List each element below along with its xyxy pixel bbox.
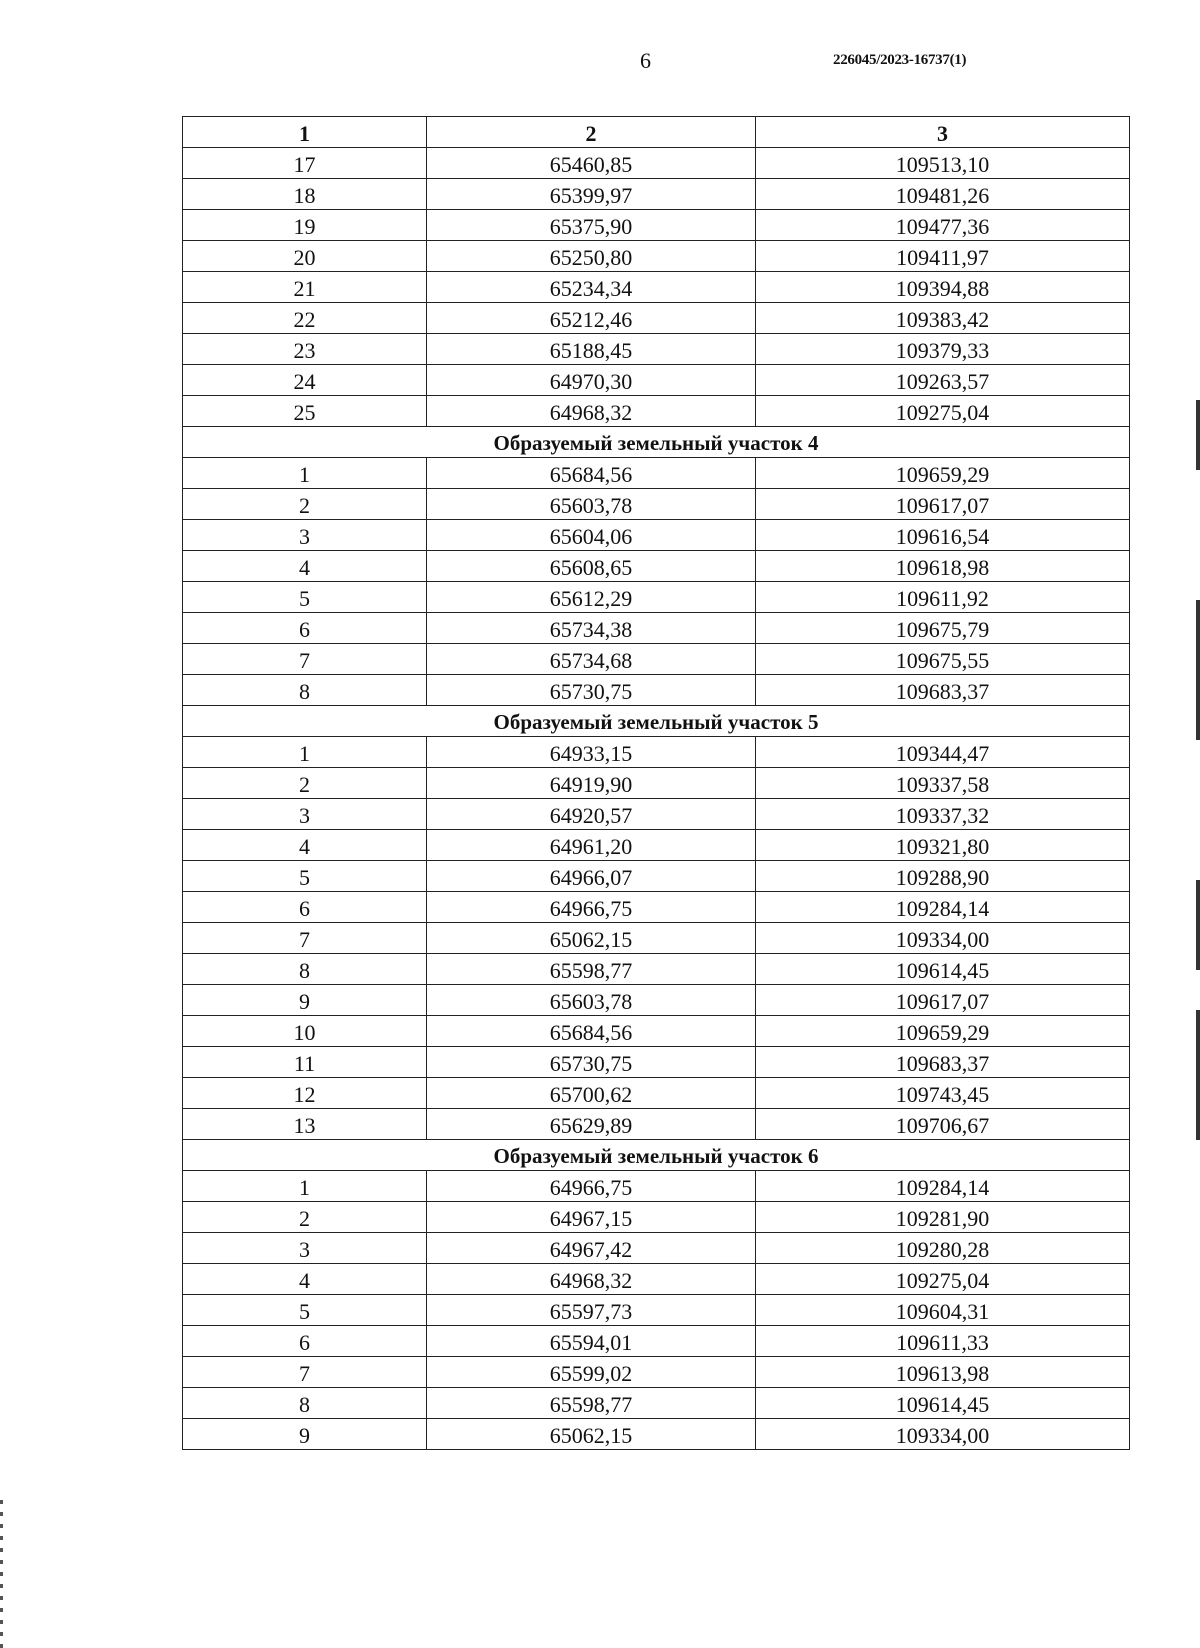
y-coordinate-cell: 109284,14 (756, 892, 1130, 923)
y-coordinate-cell: 109334,00 (756, 1419, 1130, 1450)
table-row (183, 582, 1130, 613)
y-coordinate-cell: 109617,07 (756, 985, 1130, 1016)
table-row (183, 954, 1130, 985)
y-coordinate-cell: 109263,57 (756, 365, 1130, 396)
table-row (183, 303, 1130, 334)
table-row (183, 892, 1130, 923)
table-row (183, 830, 1130, 861)
x-coordinate-cell: 65598,77 (427, 954, 756, 985)
table-header-row (183, 117, 1130, 148)
y-coordinate-cell: 109706,67 (756, 1109, 1130, 1140)
point-number-cell: 13 (183, 1109, 427, 1140)
y-coordinate-cell: 109616,54 (756, 520, 1130, 551)
y-coordinate-cell: 109281,90 (756, 1202, 1130, 1233)
table-row (183, 272, 1130, 303)
point-number-cell: 7 (183, 644, 427, 675)
x-coordinate-cell: 65250,80 (427, 241, 756, 272)
y-coordinate-cell: 109481,26 (756, 179, 1130, 210)
x-coordinate-cell: 65599,02 (427, 1357, 756, 1388)
y-coordinate-cell: 109614,45 (756, 1388, 1130, 1419)
column-header-1: 1 (183, 117, 427, 148)
table-row (183, 1078, 1130, 1109)
point-number-cell: 3 (183, 520, 427, 551)
scan-edge-marks (1194, 0, 1200, 1648)
section-title: Образуемый земельный участок 4 (183, 427, 1130, 458)
x-coordinate-cell: 65730,75 (427, 1047, 756, 1078)
point-number-cell: 21 (183, 272, 427, 303)
table-row (183, 458, 1130, 489)
x-coordinate-cell: 65375,90 (427, 210, 756, 241)
point-number-cell: 8 (183, 954, 427, 985)
table-row (183, 861, 1130, 892)
y-coordinate-cell: 109411,97 (756, 241, 1130, 272)
x-coordinate-cell: 65234,34 (427, 272, 756, 303)
point-number-cell: 9 (183, 1419, 427, 1450)
table-row (183, 1388, 1130, 1419)
y-coordinate-cell: 109383,42 (756, 303, 1130, 334)
y-coordinate-cell: 109284,14 (756, 1171, 1130, 1202)
x-coordinate-cell: 65188,45 (427, 334, 756, 365)
y-coordinate-cell: 109604,31 (756, 1295, 1130, 1326)
x-coordinate-cell: 64967,42 (427, 1233, 756, 1264)
table-row (183, 644, 1130, 675)
table-row (183, 520, 1130, 551)
x-coordinate-cell: 64933,15 (427, 737, 756, 768)
point-number-cell: 6 (183, 613, 427, 644)
x-coordinate-cell: 65597,73 (427, 1295, 756, 1326)
y-coordinate-cell: 109675,55 (756, 644, 1130, 675)
point-number-cell: 19 (183, 210, 427, 241)
table-row (183, 1016, 1130, 1047)
point-number-cell: 1 (183, 458, 427, 489)
point-number-cell: 2 (183, 489, 427, 520)
y-coordinate-cell: 109611,92 (756, 582, 1130, 613)
coordinates-table (182, 116, 1130, 1450)
x-coordinate-cell: 64919,90 (427, 768, 756, 799)
y-coordinate-cell: 109683,37 (756, 675, 1130, 706)
point-number-cell: 5 (183, 1295, 427, 1326)
x-coordinate-cell: 65399,97 (427, 179, 756, 210)
point-number-cell: 8 (183, 1388, 427, 1419)
section-row (183, 1140, 1130, 1171)
x-coordinate-cell: 65734,38 (427, 613, 756, 644)
y-coordinate-cell: 109659,29 (756, 1016, 1130, 1047)
column-header-3: 3 (756, 117, 1130, 148)
table-row (183, 1326, 1130, 1357)
x-coordinate-cell: 64920,57 (427, 799, 756, 830)
x-coordinate-cell: 65603,78 (427, 985, 756, 1016)
point-number-cell: 6 (183, 1326, 427, 1357)
x-coordinate-cell: 65603,78 (427, 489, 756, 520)
x-coordinate-cell: 65460,85 (427, 148, 756, 179)
y-coordinate-cell: 109613,98 (756, 1357, 1130, 1388)
y-coordinate-cell: 109614,45 (756, 954, 1130, 985)
table-row (183, 396, 1130, 427)
table-row (183, 1233, 1130, 1264)
x-coordinate-cell: 64966,75 (427, 1171, 756, 1202)
y-coordinate-cell: 109337,58 (756, 768, 1130, 799)
table-row (183, 241, 1130, 272)
point-number-cell: 1 (183, 1171, 427, 1202)
x-coordinate-cell: 65684,56 (427, 1016, 756, 1047)
table-row (183, 179, 1130, 210)
x-coordinate-cell: 64968,32 (427, 396, 756, 427)
point-number-cell: 22 (183, 303, 427, 334)
table-row (183, 799, 1130, 830)
point-number-cell: 7 (183, 923, 427, 954)
table-row (183, 1171, 1130, 1202)
point-number-cell: 6 (183, 892, 427, 923)
y-coordinate-cell: 109379,33 (756, 334, 1130, 365)
x-coordinate-cell: 64961,20 (427, 830, 756, 861)
table-row (183, 365, 1130, 396)
section-row (183, 427, 1130, 458)
table-row (183, 1047, 1130, 1078)
point-number-cell: 12 (183, 1078, 427, 1109)
table-row (183, 1264, 1130, 1295)
point-number-cell: 2 (183, 768, 427, 799)
point-number-cell: 5 (183, 861, 427, 892)
point-number-cell: 4 (183, 830, 427, 861)
x-coordinate-cell: 64968,32 (427, 1264, 756, 1295)
y-coordinate-cell: 109275,04 (756, 1264, 1130, 1295)
y-coordinate-cell: 109321,80 (756, 830, 1130, 861)
table-row (183, 334, 1130, 365)
table-row (183, 737, 1130, 768)
y-coordinate-cell: 109280,28 (756, 1233, 1130, 1264)
x-coordinate-cell: 65608,65 (427, 551, 756, 582)
x-coordinate-cell: 65604,06 (427, 520, 756, 551)
y-coordinate-cell: 109675,79 (756, 613, 1130, 644)
x-coordinate-cell: 65629,89 (427, 1109, 756, 1140)
y-coordinate-cell: 109743,45 (756, 1078, 1130, 1109)
point-number-cell: 23 (183, 334, 427, 365)
table-row (183, 551, 1130, 582)
x-coordinate-cell: 65684,56 (427, 458, 756, 489)
point-number-cell: 18 (183, 179, 427, 210)
y-coordinate-cell: 109344,47 (756, 737, 1130, 768)
y-coordinate-cell: 109683,37 (756, 1047, 1130, 1078)
y-coordinate-cell: 109513,10 (756, 148, 1130, 179)
section-title: Образуемый земельный участок 6 (183, 1140, 1130, 1171)
y-coordinate-cell: 109659,29 (756, 458, 1130, 489)
point-number-cell: 24 (183, 365, 427, 396)
x-coordinate-cell: 65598,77 (427, 1388, 756, 1419)
point-number-cell: 3 (183, 1233, 427, 1264)
point-number-cell: 8 (183, 675, 427, 706)
point-number-cell: 11 (183, 1047, 427, 1078)
y-coordinate-cell: 109275,04 (756, 396, 1130, 427)
y-coordinate-cell: 109618,98 (756, 551, 1130, 582)
y-coordinate-cell: 109394,88 (756, 272, 1130, 303)
point-number-cell: 10 (183, 1016, 427, 1047)
y-coordinate-cell: 109337,32 (756, 799, 1130, 830)
page-number: 6 (640, 48, 651, 73)
point-number-cell: 2 (183, 1202, 427, 1233)
table-row (183, 1202, 1130, 1233)
table-row (183, 1295, 1130, 1326)
x-coordinate-cell: 65212,46 (427, 303, 756, 334)
section-row (183, 706, 1130, 737)
section-title: Образуемый земельный участок 5 (183, 706, 1130, 737)
point-number-cell: 25 (183, 396, 427, 427)
x-coordinate-cell: 64966,07 (427, 861, 756, 892)
table-row (183, 613, 1130, 644)
x-coordinate-cell: 65062,15 (427, 1419, 756, 1450)
x-coordinate-cell: 65734,68 (427, 644, 756, 675)
point-number-cell: 1 (183, 737, 427, 768)
table-row (183, 489, 1130, 520)
y-coordinate-cell: 109617,07 (756, 489, 1130, 520)
point-number-cell: 4 (183, 551, 427, 582)
table-row (183, 985, 1130, 1016)
x-coordinate-cell: 65730,75 (427, 675, 756, 706)
x-coordinate-cell: 65594,01 (427, 1326, 756, 1357)
point-number-cell: 4 (183, 1264, 427, 1295)
table-row (183, 768, 1130, 799)
y-coordinate-cell: 109477,36 (756, 210, 1130, 241)
x-coordinate-cell: 65700,62 (427, 1078, 756, 1109)
document-id: 226045/2023-16737(1) (833, 52, 967, 68)
point-number-cell: 20 (183, 241, 427, 272)
y-coordinate-cell: 109288,90 (756, 861, 1130, 892)
x-coordinate-cell: 65612,29 (427, 582, 756, 613)
x-coordinate-cell: 64966,75 (427, 892, 756, 923)
table-body (183, 148, 1130, 1450)
x-coordinate-cell: 64970,30 (427, 365, 756, 396)
x-coordinate-cell: 64967,15 (427, 1202, 756, 1233)
table-row (183, 675, 1130, 706)
table-row (183, 1357, 1130, 1388)
table-row (183, 148, 1130, 179)
point-number-cell: 3 (183, 799, 427, 830)
scan-left-edge (0, 1500, 3, 1648)
table-row (183, 210, 1130, 241)
column-header-2: 2 (427, 117, 756, 148)
table-row (183, 1419, 1130, 1450)
x-coordinate-cell: 65062,15 (427, 923, 756, 954)
point-number-cell: 17 (183, 148, 427, 179)
point-number-cell: 7 (183, 1357, 427, 1388)
table-row (183, 923, 1130, 954)
table-row (183, 1109, 1130, 1140)
y-coordinate-cell: 109611,33 (756, 1326, 1130, 1357)
point-number-cell: 5 (183, 582, 427, 613)
y-coordinate-cell: 109334,00 (756, 923, 1130, 954)
point-number-cell: 9 (183, 985, 427, 1016)
